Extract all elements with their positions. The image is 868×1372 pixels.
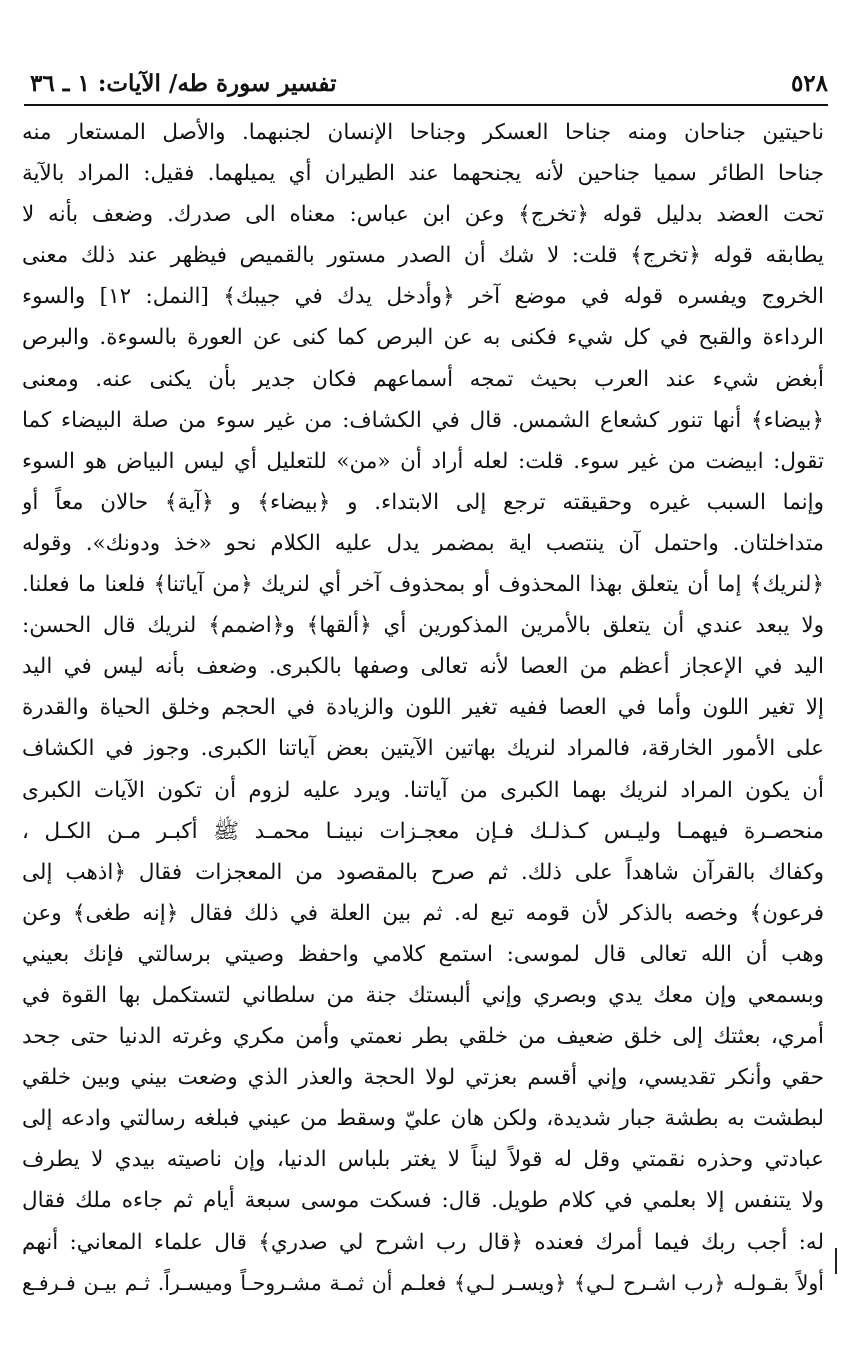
page-number: ٥٢٨ [790,70,828,97]
text-line: وكفاك بالقرآن شاهداً على ذلك. ثم صرح بالمقصود من المعجزات فقال ﴿اذهب إلى [22,859,824,885]
text-line: أمري، بعثتك إلى خلق ضعيف من خلقي بطر نعمتي وأمن مكري وغرته الدنيا حتى جحد [22,1024,824,1050]
text-line: منحصـرة فيهمـا وليـس كـذلـك فـإن معجـزات نبينـا محمـد ﷺ أكبـر مـن الكـل ، [22,818,824,844]
margin-mark [835,1248,837,1274]
text-line: ﴿بيضاء﴾ أنها تنور كشعاع الشمس. قال في الكشاف: من غير سوء من صلة البيضاء كما [22,407,824,433]
text-line: اليد في الإعجاز أعظم من العصا لأنه تعالى وصفها بالكبرى. وضعف بأنه ليس في اليد [22,654,824,680]
text-line: أن يكون المراد لنريك بهما الكبرى من آياتنا. ويرد عليه لزوم أن تكون الآيات الكبرى [22,777,824,803]
text-line: يطابقه قوله ﴿تخرج﴾ قلت: لا شك أن الصدر مستور بالقميص فيظهر عند ذلك معنى [22,243,824,269]
text-line: له: أجب ربك فيما أمرك فعنده ﴿قال رب اشرح لي صدري﴾ قال علماء المعاني: أنهم [22,1229,824,1255]
text-line: وإنما السبب غيره وحقيقته ترجع إلى الابتداء. و ﴿بيضاء﴾ و ﴿آية﴾ حالان معاً أو [22,489,824,515]
text-line: ولا يتنفس إلا بعلمي في كلام طويل. قال: فسكت موسى سبعة أيام ثم جاءه ملك فقال [22,1188,824,1214]
text-line: تحت العضد بدليل قوله ﴿تخرج﴾ وعن ابن عباس: معناه الى صدرك. وضعف بأنه لا [22,202,824,228]
text-line: ولا يبعد عندي أن يتعلق بالأمرين المذكورين أي ﴿ألقها﴾ و﴿اضمم﴾ لنريك قال الحسن: [22,613,824,639]
text-line: لبطشت به بطشة جبار شديدة، ولكن هان عليّ وسقط من عيني فبلغه رسالتي وادعه إلى [22,1106,824,1132]
text-line: على الأمور الخارقة، فالمراد لنريك بهاتين الآيتين بعض آياتنا الكبرى. وجوز في الكشاف [22,736,824,762]
text-line: جناحا الطائر سميا جناحين لأنه يجنحهما عند الطيران أي يميلهما. فقيل: المراد بالآية [22,161,824,187]
text-line: أبغض شيء عند العرب بحيث تمجه أسماعهم فكان جدير بأن يكنى عنه. ومعنى [22,366,824,392]
text-line: ناحيتين جناحان ومنه جناحا العسكر وجناحا الإنسان لجنبهما. والأصل المستعار منه [22,120,824,145]
text-line: الرداءة والقبح في كل شيء فكنى به عن البرص كما كنى عن العورة بالسوءة. والبرص [22,325,824,351]
text-line: أولاً بقـولـه ﴿رب اشـرح لـي﴾ ﴿ويسـر لـي﴾ فعلـم أن ثمـة مشـروحـاً وميسـراً. ثـم بيـن فـرفـع [22,1270,824,1295]
text-line: متداخلتان. واحتمل آن ينتصب اية بمضمر يدل عليه الكلام نحو «خذ ودونك». وقوله [22,530,824,556]
text-line: عبادتي وحذره نقمتي وقل له قولاً ليناً لا يغتر بلباس الدنيا، وإن ناصيته بيدي لا يطرف [22,1147,824,1173]
text-line: ﴿لنريك﴾ إما أن يتعلق بهذا المحذوف أو بمحذوف آخر أي لنريك ﴿من آياتنا﴾ فلعنا ما فعلنا. [22,572,824,598]
text-line: وهب أن الله تعالى قال لموسى: استمع كلامي واحفظ وصيتي برسالتي فإنك بعيني [22,941,824,967]
running-title: تفسير سورة طه/ الآيات: ١ ـ ٣٦ [30,70,337,97]
text-line: فرعون﴾ وخصه بالذكر لأن قومه تبع له. ثم بين العلة في ذلك فقال ﴿إنه طغى﴾ وعن [22,900,824,926]
header-rule [24,104,828,106]
body-text [22,112,824,1304]
page-header [30,64,828,100]
text-line: وبسمعي وإن معك يدي وبصري وإني ألبستك جنة من سلطاني لتستكمل بها القوة في [22,982,824,1008]
text-line: إلا تغير اللون وأما في العصا ففيه تغير اللون والزيادة في الحجم وخلق الحياة والقدرة [22,695,824,721]
text-line: الخروج ويفسره قوله في موضع آخر ﴿وأدخل يدك في جيبك﴾ [النمل: ١٢] والسوء [22,284,824,310]
text-line: تقول: ابيضت من غير سوء. قلت: لعله أراد أن «من» للتعليل أي ليس البياض هو السوء [22,448,824,474]
text-line: حقي وأنكر تقديسي، وإني أقسم بعزتي لولا الحجة والعذر الذي وضعت بيني وبين خلقي [22,1065,824,1091]
